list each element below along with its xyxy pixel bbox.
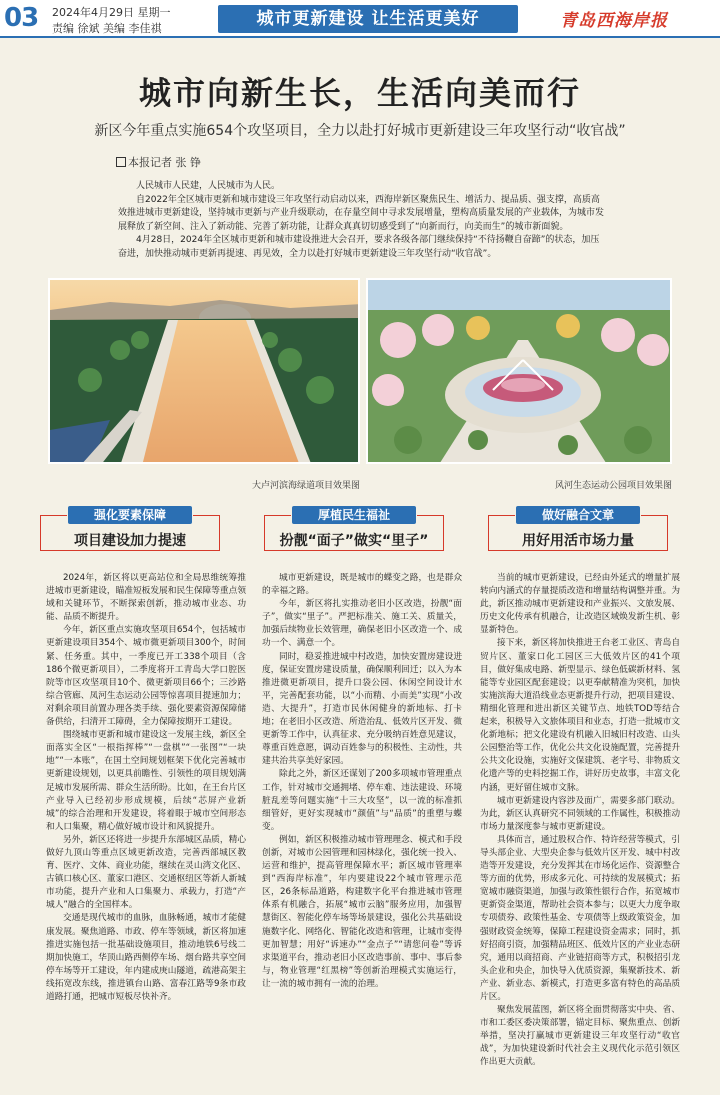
section-heading-3 — [488, 506, 668, 554]
body-paragraph: 例如，新区积极推动城市管理理念、模式和手段创新，对城市公园管理和园林绿化，强化统一投入、运营和维护，提高管理保障水平；新区城市管理率到“西海岸标准”，年内要建设22个城市管理示范区，26条标品道路，构建数字化平台推进城市管理体系有机融合，拓展“城市云脑”服务应用，加强智慧街区、智能化停车场等场景建设，强化公共基础设施数字化、网络化、智能化改造和管理，让城市变得更加智慧；用好“诉速办”“金点子”“请您问卷”等诉求渠道平台，推动老旧小区改造事前、事中、事后参与，物业管理“红黑榜”等创新治理模式实施运行，让一流的城市拥有一流的治理。 — [262, 834, 462, 989]
issue-date: 2024年4月29日 星期一 — [52, 6, 171, 19]
body-paragraph: 接下来，新区将加快推进王台老工业区、青岛自贸片区、董家口化工园区三大低效片区的41个项目，做好集成电路、新型显示、绿色低碳新材料、氢能等专业园区配套建设；以更奉献精准为突机，加快实施滨海大道沿线业态更新提升行动，把项目建设、精细化管理和进出新区关键节点、地铁TOD等结合起来，积极导入文旅体项目和业态，打造一批城市文化新地标；把文化建设有机融入旧城旧村改造、山头公园整治等工作，优化公共文化设施配置，完善提升公共文化设施，实施好文保建筑、老字号、非物质文化遗产等的史料挖掘工作，讲好历史故事，丰富文化内涵，更好留住城市文脉。 — [480, 638, 680, 793]
body-paragraph: 具体而言，通过股权合作、特许经营等模式，引导头部企业、大型央企参与低效片区开发、城中村改造等开发建设，充分发挥其在市场化运作、资源整合等方面的优势，形成多元化、可持续的发展模式；拓宽城市融资渠道，加强与政策性银行合作，拓宽城市更新资金渠道，帮助社会资本参与；以更大力度争取专项债券、政策性基金、专项债等上级政策资金，加强财政资金统筹，保障工程建设资金需求；同时，抓好招商引资，加强精品班区、低效片区的产业业态研究，通用以商招商、产业链招商等方式，积极招引龙头企业和央企，加快导入优质资源，集聚新技术、新产业、新业态、新模式，打造更多富有特色的高品质片区。 — [480, 834, 680, 1002]
photo-caption-right: 风河生态运动公园项目效果图 — [554, 481, 672, 491]
body-column-3 — [480, 572, 680, 1070]
section-heading-2 — [264, 506, 444, 554]
section-title: 扮靓“面子”做实“里子” — [279, 533, 429, 549]
section-title: 项目建设加力提速 — [74, 533, 186, 549]
lead-paragraphs — [118, 180, 604, 261]
body-paragraph: 交通是现代城市的血脉，血脉畅通，城市才能健康发展。聚焦道路、市政、停车等领域，新区将加速推进实施包括一批基础设施项目，推动地铁6号线二期加快施工，华顶山路西侧停车场、烟台路共享空间停车场等开工建设，年内建成庚山隧道，疏港高架主线拓宽改东线，推进镇台山路、富春江路等9条市政道路打通，把城市短板尽快补齐。 — [46, 913, 246, 1002]
body-column-2 — [262, 572, 462, 991]
section-tag: 厚植民生福祉 — [292, 506, 416, 524]
byline-box-icon — [116, 157, 126, 167]
body-paragraph: 2024年，新区将以更高站位和全局思维统筹推进城市更新建设，瞄准短板发展和民生保障等重点领域和关键环节，不断探索创新，推动城市业态、功能、品质不断提升。 — [46, 573, 246, 623]
photo-caption-left: 大卢河滨海绿道项目效果图 — [251, 481, 360, 491]
editor-credits: 责编 徐斌 美编 李佳祺 — [52, 22, 162, 35]
section-tag: 做好融合文章 — [516, 506, 640, 524]
park-rendering-photo — [366, 278, 672, 464]
body-paragraph: 当前的城市更新建设，已经由外延式的增量扩展转向内涵式的存量提质改造和增量结构调整并重。为此，新区推动城市更新建设和产业振兴、文旅发展、历史文化传承有机融合，让改造区域焕发新生机、彰显新特色。 — [480, 573, 680, 636]
lead-paragraph: 自2022年全区城市更新和城市建设三年攻坚行动启动以来，西海岸新区聚焦民生、增活力、提品质、强支撑，高质高效推进城市更新建设，坚持城市更新与产业升级联动，在存量空间中寻求发展增量，塑构高质量发展的产业载体，为城市发展释放了新空间、注入了新动能、完善了新功能，让群众真真切切感受到了“向新而行，向美而生”的城市新面貌。 — [118, 194, 605, 232]
greenway-rendering-photo — [48, 278, 360, 464]
newspaper-logo: 青岛西海岸报 — [560, 11, 668, 31]
section-tag: 强化要素保障 — [68, 506, 192, 524]
section-heading-1 — [40, 506, 220, 554]
body-paragraph: 围绕城市更新和城市建设这一发展主线，新区全面落实全区“一根指挥棒”“一盘棋”“一张图”“一块地”“一本账”，在国土空间规划框架下优化完善城市更新建设规划，以更具前瞻性、引领性的项目规划满足城市发展所需、群众生活所盼。比如，在王台片区产业导入已经初步形成规模，后续“芯屏产业新城”的综合治理和开发建设，将着眼于城市空间形态和人口集聚，精心做好城市设计和风貌提升。 — [46, 730, 246, 832]
body-paragraph: 城市更新建设内容涉及面广，需要多部门联动。为此，新区认真研究不同领域的工作属性，积极推动市场力量深度参与城市更新建设。 — [480, 795, 680, 832]
lead-paragraph: 4月28日，2024年全区城市更新和城市建设推进大会召开，要求各级各部门继续保持“不待扬鞭自奋蹄”的状态，加压奋进，加快推动城市更新再提速、再见效，全力以赴打好城市更新建设三年攻坚行动“收官战”。 — [118, 235, 600, 259]
article-title: 城市向新生长，生活向美而行 — [138, 74, 581, 112]
body-paragraph: 今年，新区重点实施攻坚项目654个，包括城市更新建设项目354个、城市微更新项目300个，时间紧、任务重。其中，一季度已开工338个项目（含186个微更新项目），二季度将开工青岛大学口腔医院等市区攻坚项目10个、微更新项目66个；三沙路综合管廊、凤河生态运动公园等惊喜项目提速加力；对剩余项目前置办理各类手续、强化要素资源保障储备供给，扫清开工障碍，全力保障按期开工建设。 — [46, 625, 246, 728]
body-column-1 — [46, 572, 246, 1004]
body-paragraph: 聚焦发展蓝图，新区将全面贯彻落实中央、省、市和工委区委决策部署，锚定目标、聚焦重点、创新举措，坚决打赢城市更新建设三年攻坚行动“收官战”，为加快建设新时代社会主义现代化示范引领区作出更大贡献。 — [480, 1005, 680, 1068]
lead-paragraph: 人民城市人民建，人民城市为人民。 — [136, 181, 281, 191]
header-banner: 城市更新建设 让生活更美好 — [218, 5, 518, 33]
section-title: 用好用活市场力量 — [522, 533, 634, 549]
article-subtitle: 新区今年重点实施654个攻坚项目，全力以赴打好城市更新建设三年攻坚行动“收官战” — [94, 123, 626, 139]
body-paragraph: 今年，新区将扎实推动老旧小区改造，扮靓“面子”，做实“里子”。严把标准关、施工关、质量关，加强后续物业长效管理，确保老旧小区改造一个、成功一个、满意一个。 — [262, 599, 462, 649]
byline-text: 本报记者 张 铮 — [128, 156, 201, 169]
page-number: 03 — [4, 3, 39, 33]
body-paragraph: 同时，稳妥推进城中村改造，加快安置房建设进度，保证安置房建设质量，确保顺利回迁；以入为本推进微更新项目，提升口袋公园、休闲空间设计水平，完善配套功能，以“小而精、小而美”实现“小改造、大提升”，打造市民休闲健身的新地标、打卡地；在老旧小区改造、所造治乱、低效片区开发、微更新等工作中，认真征求、充分吸纳百姓意见建议，尊重百姓意愿，调动百姓参与的积极性、主动性，共建共治共享美好家园。 — [262, 651, 462, 767]
byline — [116, 154, 201, 170]
body-paragraph: 另外，新区还将进一步提升东部城区品质，精心做好九顶山等重点区域更新改造，完善西部城区教育、医疗、文体、商业功能，继续在灵山湾文化区、古镇口核心区、董家口港区、交通枢纽区等新人新城市功能，提升产业和人口集聚力、承载力，打造“产城人”融合的全国样本。 — [46, 834, 246, 911]
body-paragraph: 除此之外，新区还谋划了200多项城市管理重点工作，针对城市交通拥堵、停车难、违法建设、环境脏乱差等问题实施“十三大攻坚”，以一流的标准抓细管好，更好实现城市“颜值”与“品质”的重塑与蝶变。 — [262, 769, 462, 832]
body-paragraph: 城市更新建设，既是城市的蝶变之路，也是群众的幸福之路。 — [262, 573, 462, 597]
